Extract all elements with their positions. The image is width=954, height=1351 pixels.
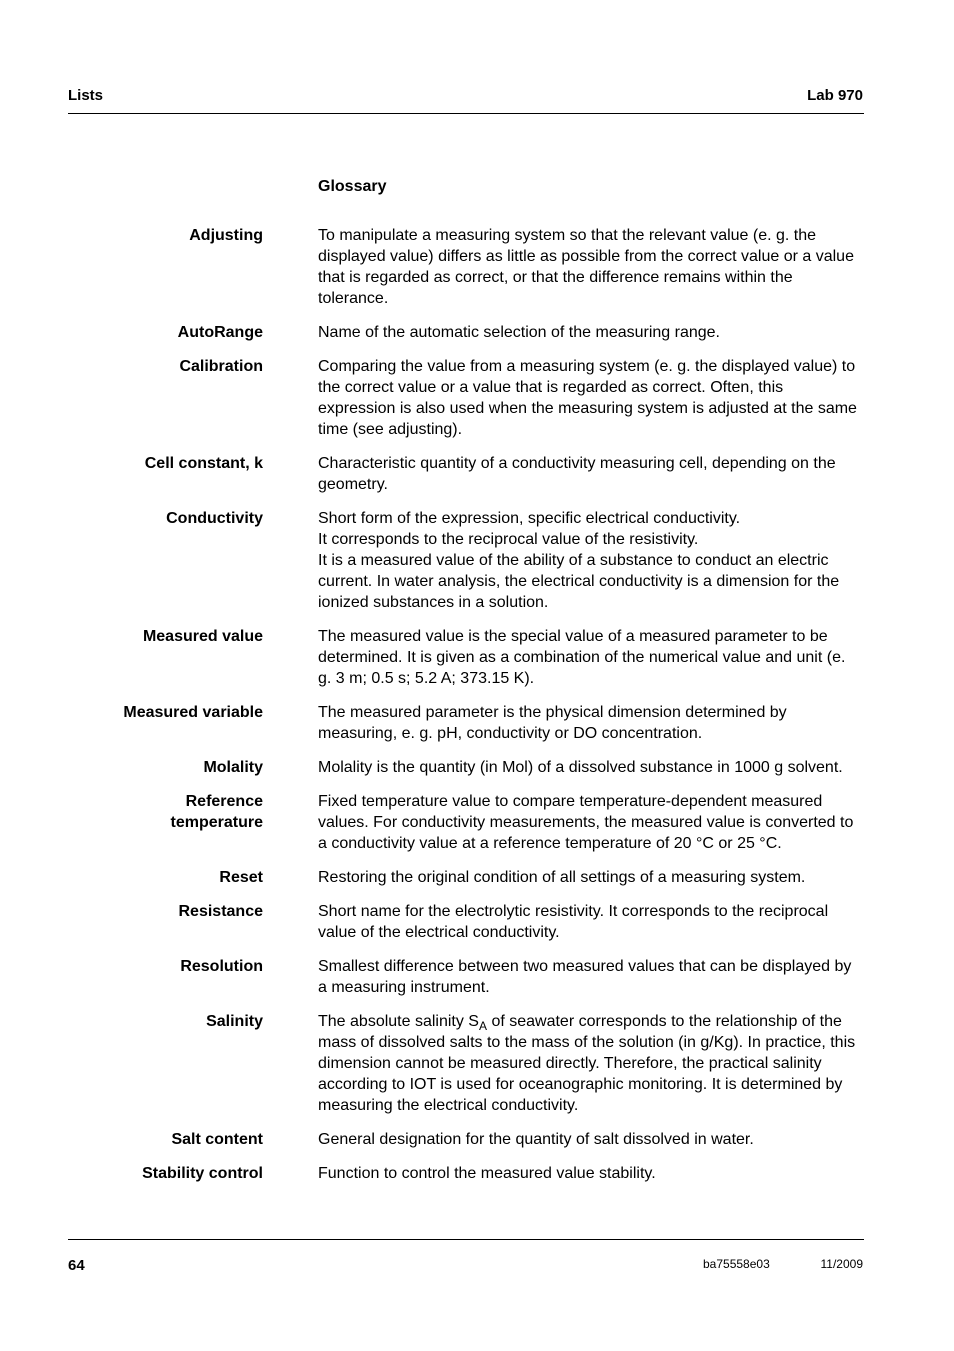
definition-line: It corresponds to the reciprocal value of the resistivity. <box>318 531 699 548</box>
glossary-entry-autorange <box>68 322 864 343</box>
glossary-definition <box>318 1011 858 1116</box>
term-line: Reference <box>185 793 263 810</box>
document-id: ba75558e03 <box>703 1257 770 1271</box>
glossary-term: Adjusting <box>189 227 263 244</box>
definition-line: Short form of the expression, specific electrical conductivity. <box>318 510 741 527</box>
glossary-term: Calibration <box>179 358 263 375</box>
glossary-term: Salt content <box>171 1131 263 1148</box>
glossary-entry-salt-content <box>68 1129 864 1150</box>
definition-subscript: A <box>478 1019 487 1034</box>
glossary-term: Molality <box>203 759 263 776</box>
glossary-entry-resistance <box>68 901 864 943</box>
glossary-term: Cell constant, k <box>144 455 263 472</box>
glossary-entry-measured-value <box>68 626 864 689</box>
definition-line: It is a measured value of the ability of a substance to conduct an electric current. In water analysis, the electrical conductivity is a dimension for the ionized substances in a solution. <box>318 552 840 611</box>
glossary-term <box>68 791 263 854</box>
glossary-term: Resolution <box>180 958 263 975</box>
glossary-entry-salinity <box>68 1011 864 1116</box>
term-line: temperature <box>170 814 263 831</box>
glossary-entry-stability-control <box>68 1163 864 1184</box>
document-date: 11/2009 <box>820 1257 863 1271</box>
glossary-entry-adjusting <box>68 225 864 309</box>
glossary-definition: Characteristic quantity of a conductivity measuring cell, depending on the geometry. <box>318 455 836 493</box>
page-number: 64 <box>68 1257 85 1274</box>
glossary-entry-reset <box>68 867 864 888</box>
header-divider <box>68 113 864 114</box>
glossary-term: Measured value <box>142 628 263 645</box>
glossary-definition: Fixed temperature value to compare temperature-dependent measured values. For conductivity measurements, the measured value is converted to a conductivity value at a reference temperature of 20 °C or 25 °C. <box>318 793 854 852</box>
glossary-definition: Name of the automatic selection of the measuring range. <box>318 324 720 341</box>
glossary-definition <box>318 508 858 613</box>
header-product-label: Lab 970 <box>807 87 863 104</box>
glossary-entry-resolution <box>68 956 864 998</box>
glossary-entry-molality <box>68 757 864 778</box>
glossary-entry-reference-temperature <box>68 791 864 854</box>
glossary-term: Measured variable <box>123 704 263 721</box>
header-section-label: Lists <box>68 87 104 104</box>
glossary-definition: Smallest difference between two measured values that can be displayed by a measuring instrument. <box>318 958 852 996</box>
glossary-definition: General designation for the quantity of salt dissolved in water. <box>318 1131 754 1148</box>
glossary-definition: To manipulate a measuring system so that the relevant value (e. g. the displayed value) differs as little as possible from the correct value or a value that is regarded as correct, or that the difference remains within the tolerance. <box>318 227 854 307</box>
glossary-term: AutoRange <box>177 324 263 341</box>
glossary-definition: Molality is the quantity (in Mol) of a dissolved substance in 1000 g solvent. <box>318 759 843 776</box>
footer-divider <box>68 1239 864 1240</box>
glossary-term: Resistance <box>178 903 263 920</box>
definition-text: of seawater corresponds to the relationship of the mass of dissolved salts to the mass of the solution (in g/Kg). In practice, this dimension cannot be measured directly. Therefore, the practical salinity according to IOT is used for oceanographic monitoring. It is determined by measuring the electrical conductivity. <box>318 1013 856 1114</box>
glossary-entry-cell-constant <box>68 453 864 495</box>
glossary-entry-calibration <box>68 356 864 440</box>
glossary-list <box>68 225 864 1197</box>
glossary-entry-measured-variable <box>68 702 864 744</box>
glossary-term: Reset <box>219 869 263 886</box>
glossary-definition: The measured value is the special value of a measured parameter to be determined. It is given as a combination of the numerical value and unit (e. g. 3 m; 0.5 s; 5.2 A; 373.15 K). <box>318 628 846 687</box>
glossary-term: Salinity <box>206 1013 263 1030</box>
glossary-definition: Comparing the value from a measuring system (e. g. the displayed value) to the correct value or a value that is regarded as correct. Often, this expression is also used when the measuring system is adjusted at the same time (see adjusting). <box>318 358 857 438</box>
glossary-definition: The measured parameter is the physical dimension determined by measuring, e. g. pH, conductivity or DO concentration. <box>318 704 787 742</box>
definition-text: The absolute salinity S <box>318 1013 479 1030</box>
glossary-entry-conductivity <box>68 508 864 613</box>
glossary-definition: Short name for the electrolytic resistivity. It corresponds to the reciprocal value of the electrical conductivity. <box>318 903 829 941</box>
glossary-definition: Function to control the measured value stability. <box>318 1165 656 1182</box>
section-title: Glossary <box>318 178 387 195</box>
glossary-term: Stability control <box>142 1165 263 1182</box>
glossary-term: Conductivity <box>166 510 263 527</box>
glossary-definition: Restoring the original condition of all settings of a measuring system. <box>318 869 806 886</box>
